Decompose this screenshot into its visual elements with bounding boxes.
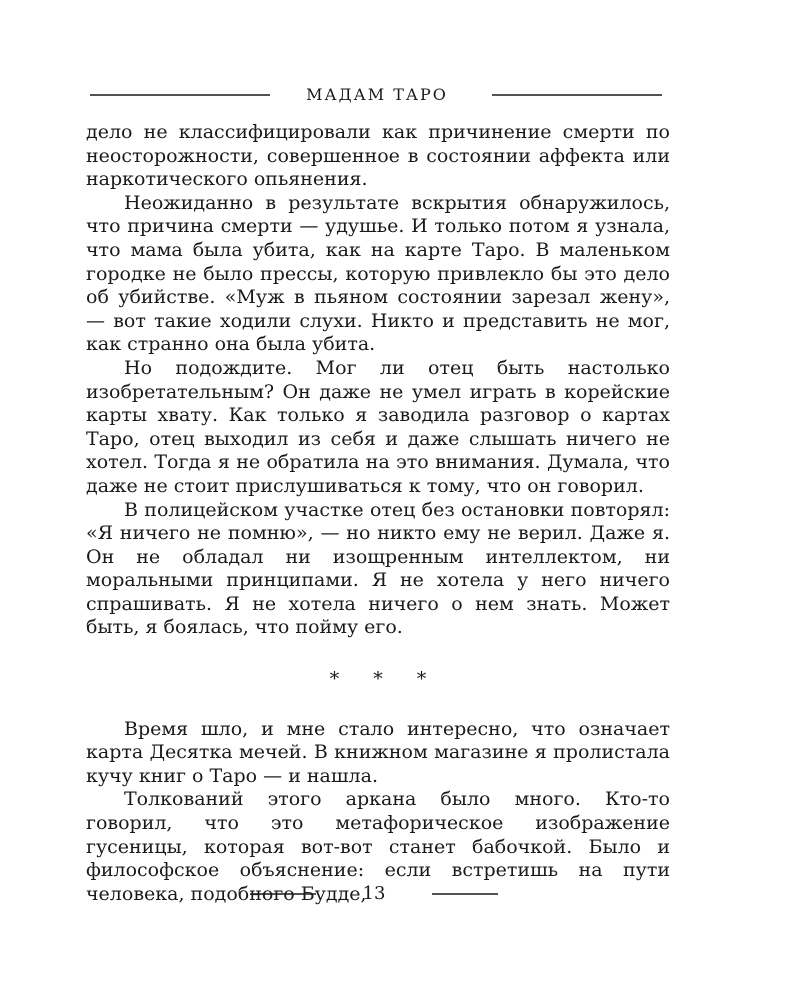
page-footer bbox=[244, 877, 504, 913]
paragraph: Неожиданно в результате вскрытия обнаружилось, что причина смерти — удушье. И только потом я узнала, что мама была убита, как на карте Таро. В маленьком городке не было прессы, которую привлекло бы это дело об убийстве. «Муж в пьяном состоянии зарезал жену», — вот такие ходили слухи. Никто и представить не мог, как странно она была убита. bbox=[86, 191, 670, 356]
body-text bbox=[86, 121, 670, 906]
paragraph: Толкований этого аркана было много. Кто-то говорил, что это метафорическое изображение гусеницы, которая вот-вот станет бабочкой. Было и философское объяснение: если встретишь на пути человека, подобного Будде, bbox=[86, 788, 670, 905]
page-number: 13 bbox=[362, 883, 386, 904]
paragraph: Время шло, и мне стало интересно, что означает карта Десятка мечей. В книжном магазине я пролистала кучу книг о Таро — и нашла. bbox=[86, 717, 670, 787]
running-header bbox=[84, 78, 670, 114]
paragraph: В полицейском участке отец без остановки повторял: «Я ничего не помню», — но никто ему не верил. Даже я. Он не обладал ни изощренным интеллектом, ни моральными принципами. Я не хотела у него ничего спрашивать. Я не хотела ничего о нем знать. Может быть, я боялась, что пойму его. bbox=[86, 498, 670, 639]
paragraph: Но подождите. Мог ли отец быть настолько изобретательным? Он даже не умел играть в корейские карты хвату. Как только я заводила разговор о картах Таро, отец выходил из себя и даже слышать ничего не хотел. Тогда я не обратила на это внимания. Думала, что даже не стоит прислушиваться к тому, что он говорил. bbox=[86, 356, 670, 497]
section-separator: * * * bbox=[329, 668, 441, 691]
paragraph: дело не классифицировали как причинение смерти по неосторожности, совершенное в состоянии аффекта или наркотического опьянения. bbox=[86, 121, 670, 191]
running-title: МАДАМ ТАРО bbox=[300, 85, 454, 104]
